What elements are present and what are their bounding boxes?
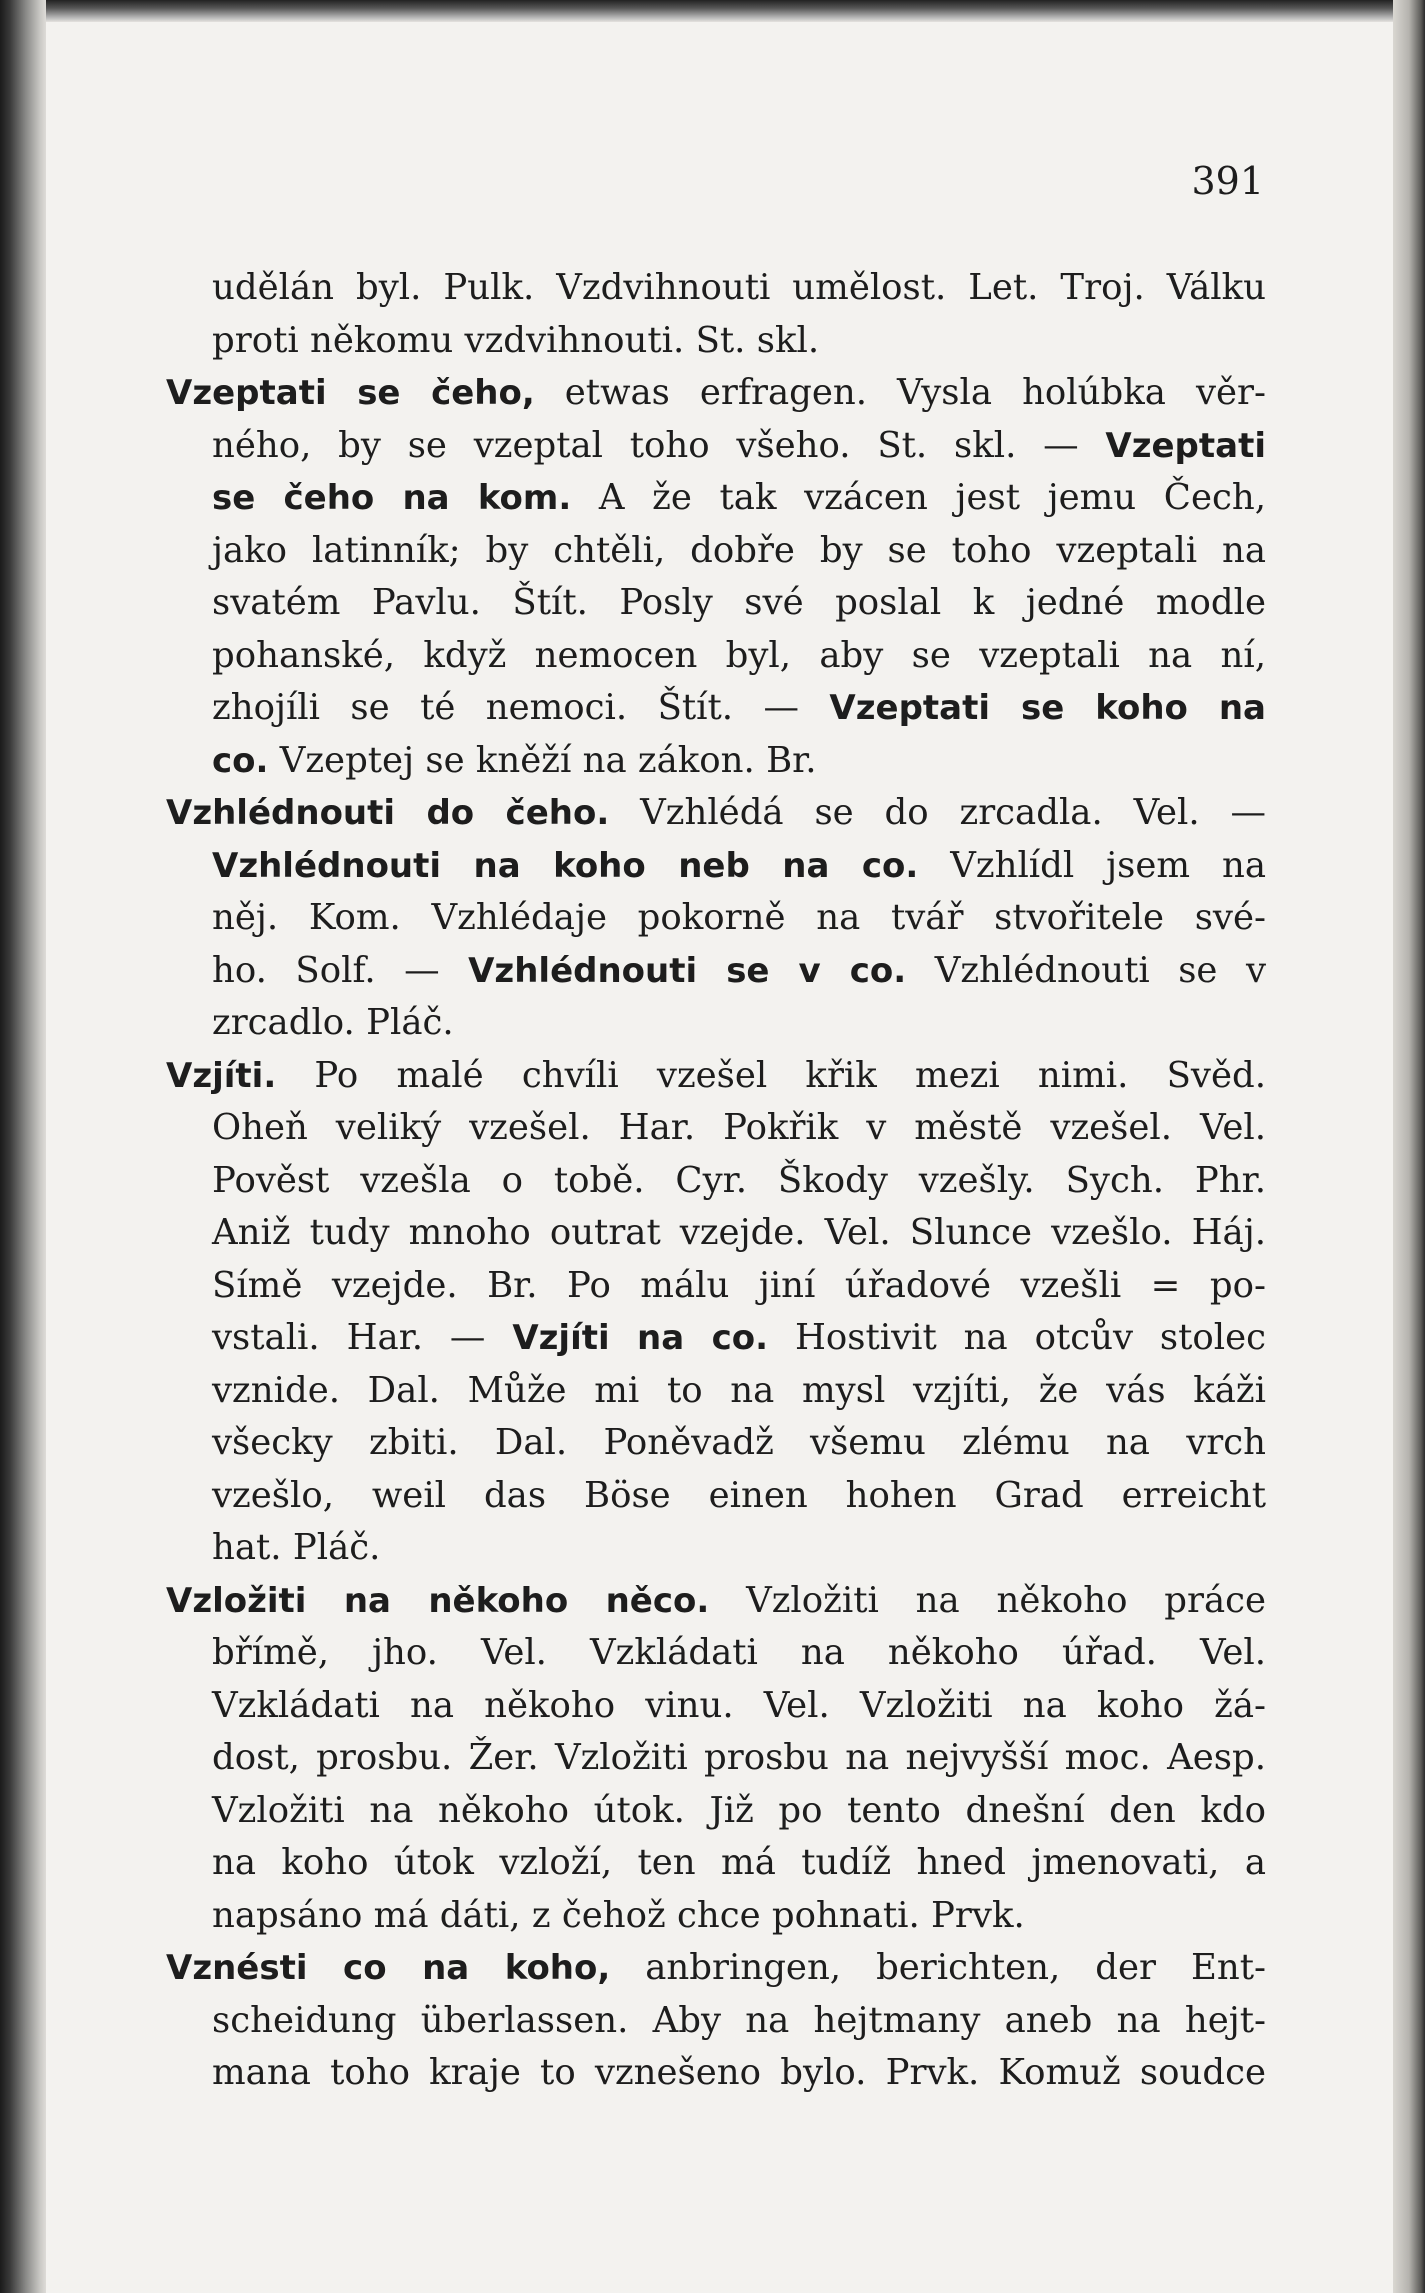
text-line	[166, 1365, 1266, 1418]
entry-line	[166, 1050, 1266, 1103]
text-segment: etwas erfragen. Vysla holúbka věr-	[534, 372, 1266, 413]
headword: Vzeptati	[1105, 425, 1266, 466]
text-line	[166, 1732, 1266, 1785]
text-segment: břímě, jho. Vel. Vzkládati na někoho úřad. Vel.	[212, 1632, 1266, 1673]
text-line	[166, 315, 1266, 368]
entry-line	[166, 1942, 1266, 1995]
text-segment: jako latinník; by chtěli, dobře by se toho vzeptali na	[212, 529, 1266, 571]
text-segment: proti někomu vzdvihnouti. St. skl.	[212, 319, 820, 361]
text-line	[166, 262, 1266, 315]
text-segment: Vzložiti na někoho útok. Již po tento dnešní den kdo	[212, 1789, 1266, 1831]
text-segment: svatém Pavlu. Štít. Posly své poslal k jedné modle	[212, 582, 1266, 623]
page-right-edge	[1393, 0, 1425, 2293]
text-line	[166, 1102, 1266, 1155]
text-line	[166, 945, 1266, 998]
headword: Vznésti co na koho,	[166, 1948, 611, 1988]
text-segment: Hostivit na otcův stolec	[768, 1317, 1266, 1358]
text-line	[166, 1522, 1266, 1575]
headword: Vzhlédnouti do čeho.	[166, 793, 610, 833]
headword: Vzeptati se koho na	[829, 688, 1266, 728]
text-segment: Oheň veliký vzešel. Har. Pokřik v městě vzešel. Vel.	[212, 1107, 1266, 1148]
text-segment: udělán byl. Pulk. Vzdvihnouti umělost. Let. Troj. Válku	[212, 267, 1266, 308]
text-segment: Po malé chvíli vzešel křik mezi nimi. Svěd.	[276, 1054, 1266, 1096]
page-number: 391	[1191, 159, 1264, 203]
text-line	[166, 1155, 1266, 1208]
entry-line	[166, 367, 1266, 420]
text-line	[166, 1260, 1266, 1313]
text-line	[166, 2047, 1266, 2100]
text-line	[166, 840, 1266, 893]
text-line	[166, 1837, 1266, 1890]
text-line	[166, 892, 1266, 945]
text-segment: anbringen, berichten, der Ent-	[610, 1947, 1266, 1988]
text-segment: všecky zbiti. Dal. Poněvadž všemu zlému na vrch	[212, 1422, 1266, 1463]
text-line	[166, 577, 1266, 630]
text-segment: zrcadlo. Pláč.	[212, 1002, 454, 1043]
text-segment: vzešlo, weil das Böse einen hohen Grad erreicht	[212, 1474, 1266, 1516]
text-line	[166, 997, 1266, 1050]
text-line	[166, 1470, 1266, 1523]
book-page	[46, 22, 1393, 2293]
text-segment: Vzložiti na někoho práce	[709, 1579, 1266, 1621]
text-line	[166, 682, 1266, 735]
text-segment: Vzeptej se kněží na zákon. Br.	[268, 739, 817, 781]
text-segment: Vzhlédá se do zrcadla. Vel. —	[609, 792, 1266, 833]
dictionary-text	[166, 262, 1266, 2100]
text-line	[166, 1995, 1266, 2048]
text-segment: ného, by se vzeptal toho všeho. St. skl. —	[212, 424, 1106, 466]
text-segment: Vzhlédnouti se v	[906, 949, 1266, 991]
text-line	[166, 525, 1266, 578]
text-line	[166, 1207, 1266, 1260]
text-segment: zhojíli se té nemoci. Štít. —	[212, 687, 830, 728]
text-segment: napsáno má dáti, z čehož chce pohnati. Prvk.	[212, 1894, 1025, 1936]
page-top-edge	[0, 0, 1425, 22]
text-line	[166, 1417, 1266, 1470]
text-segment: na koho útok vzloží, ten má tudíž hned jmenovati, a	[212, 1842, 1266, 1883]
text-line	[166, 1680, 1266, 1733]
text-segment: vstali. Har. —	[212, 1317, 513, 1358]
text-line	[166, 630, 1266, 683]
text-segment: hat. Pláč.	[212, 1527, 381, 1568]
text-line	[166, 735, 1266, 788]
text-segment: A že tak vzácen jest jemu Čech,	[571, 477, 1266, 518]
entry-line	[166, 787, 1266, 840]
headword: Vzjíti na co.	[512, 1318, 769, 1358]
book-spine-edge	[0, 0, 46, 2293]
headword: se čeho na kom.	[212, 478, 572, 518]
text-segment: Símě vzejde. Br. Po málu jiní úřadové vzešli = po-	[212, 1264, 1266, 1306]
headword: Vzhlédnouti se v co.	[468, 950, 907, 991]
headword: Vzeptati se čeho,	[166, 373, 535, 413]
text-line	[166, 1785, 1266, 1838]
text-line	[166, 1312, 1266, 1365]
text-line	[166, 420, 1266, 473]
text-segment: Pověst vzešla o tobě. Cyr. Škody vzešly. Sych. Phr.	[212, 1159, 1266, 1201]
headword: Vzjíti.	[166, 1055, 277, 1096]
text-line	[166, 1890, 1266, 1943]
text-line	[166, 472, 1266, 525]
headword: Vzložiti na někoho něco.	[166, 1580, 710, 1621]
text-segment: Vzhlídl jsem na	[918, 844, 1266, 886]
text-segment: vznide. Dal. Může mi to na mysl vzjíti, že vás káži	[212, 1369, 1266, 1411]
text-segment: scheidung überlassen. Aby na hejtmany aneb na hejt-	[212, 1999, 1266, 2041]
headword: co.	[212, 740, 269, 781]
text-segment: Aniž tudy mnoho outrat vzejde. Vel. Slunce vzešlo. Háj.	[212, 1212, 1266, 1253]
entry-line	[166, 1575, 1266, 1628]
text-segment: mana toho kraje to vznešeno bylo. Prvk. Komuž soudce	[212, 2052, 1266, 2093]
headword: Vzhlédnouti na koho neb na co.	[212, 845, 919, 886]
text-line	[166, 1627, 1266, 1680]
text-segment: něj. Kom. Vzhlédaje pokorně na tvář stvořitele své-	[212, 897, 1266, 938]
text-segment: dost, prosbu. Žer. Vzložiti prosbu na nejvyšší moc. Aesp.	[212, 1737, 1266, 1778]
text-segment: Vzkládati na někoho vinu. Vel. Vzložiti na koho žá-	[212, 1684, 1266, 1726]
text-segment: pohanské, když nemocen byl, aby se vzeptali na ní,	[212, 634, 1266, 676]
text-segment: ho. Solf. —	[212, 949, 469, 991]
